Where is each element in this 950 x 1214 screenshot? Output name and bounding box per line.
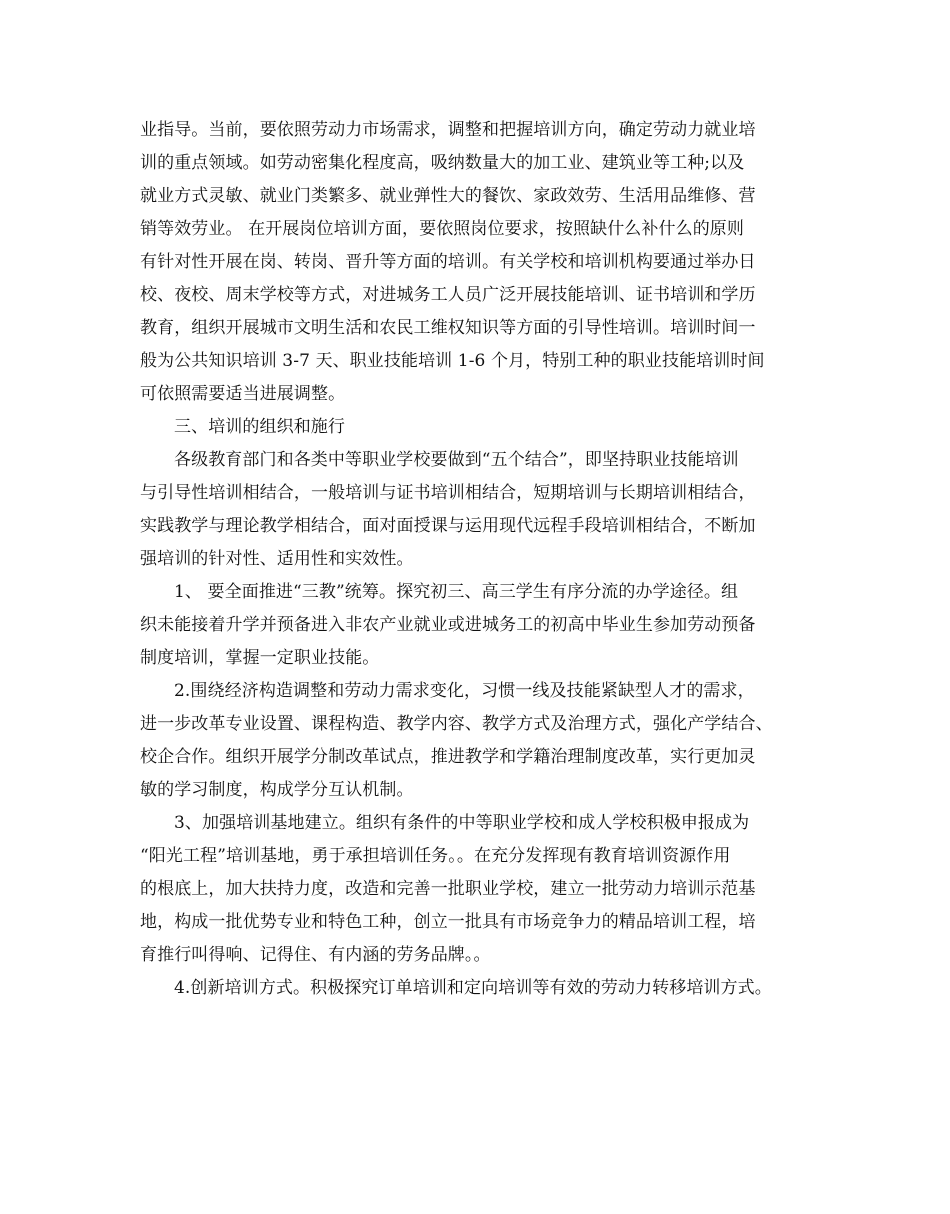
document-body bbox=[140, 114, 825, 1005]
text-line: 般为公共知识培训 3-7 天、职业技能培训 1-6 个月，特别工种的职业技能培训时间 bbox=[140, 351, 765, 371]
text-line: 就业方式灵敏、就业门类繁多、就业弹性大的餐饮、家政效劳、生活用品维修、营 bbox=[140, 186, 756, 206]
text-line: 销等效劳业。 在开展岗位培训方面，要依照岗位要求，按照缺什么补什么的原则 bbox=[140, 219, 745, 239]
text-line: 校、夜校、周末学校等方式，对进城务工人员广泛开展技能培训、证书培训和学历 bbox=[140, 285, 756, 305]
text-line: 实践教学与理论教学相结合，面对面授课与运用现代远程手段培训相结合，不断加 bbox=[140, 516, 756, 536]
section-heading: 三、培训的组织和施行 bbox=[174, 417, 345, 437]
text-line: 织未能接着升学并预备进入非农产业就业或进城务工的初高中毕业生参加劳动预备 bbox=[140, 615, 756, 635]
text-line: 敏的学习制度，构成学分互认机制。 bbox=[140, 780, 414, 800]
text-line: 地，构成一批优势专业和特色工种，创立一批具有市场竞争力的精品培训工程，培 bbox=[140, 912, 756, 932]
text-line: “阳光工程”培训基地，勇于承担培训任务。。在充分发挥现有教育培训资源作用 bbox=[140, 846, 731, 866]
paragraph-start-line: 2.围绕经济构造调整和劳动力需求变化，习惯一线及技能紧缺型人才的需求， bbox=[174, 681, 755, 701]
text-line: 业指导。当前，要依照劳动力市场需求，调整和把握培训方向，确定劳动力就业培 bbox=[140, 120, 756, 140]
text-line: 的根底上，加大扶持力度，改造和完善一批职业学校，建立一批劳动力培训示范基 bbox=[140, 879, 756, 899]
text-line: 可依照需要适当进展调整。 bbox=[140, 384, 346, 404]
paragraph-start-line: 3、加强培训基地建立。组织有条件的中等职业学校和成人学校积极申报成为 bbox=[174, 813, 750, 833]
text-line: 强培训的针对性、适用性和实效性。 bbox=[140, 549, 414, 569]
text-line: 与引导性培训相结合，一般培训与证书培训相结合，短期培训与长期培训相结合， bbox=[140, 483, 756, 503]
paragraph-start-line: 各级教育部门和各类中等职业学校要做到“五个结合”，即坚持职业技能培训 bbox=[174, 450, 739, 470]
paragraph-start-line: 4.创新培训方式。积极探究订单培训和定向培训等有效的劳动力转移培训方式。 bbox=[174, 978, 772, 998]
text-line: 育推行叫得响、记得住、有内涵的劳务品牌。。 bbox=[140, 945, 491, 965]
text-line: 教育，组织开展城市文明生活和农民工维权知识等方面的引导性培训。培训时间一 bbox=[140, 318, 756, 338]
text-line: 训的重点领域。如劳动密集化程度高，吸纳数量大的加工业、建筑业等工种;以及 bbox=[140, 153, 745, 173]
text-line: 进一步改革专业设置、课程构造、教学内容、教学方式及治理方式，强化产学结合、 bbox=[140, 714, 773, 734]
text-line: 校企合作。组织开展学分制改革试点，推进教学和学籍治理制度改革，实行更加灵 bbox=[140, 747, 756, 767]
text-line: 有针对性开展在岗、转岗、晋升等方面的培训。有关学校和培训机构要通过举办日 bbox=[140, 252, 756, 272]
text-line: 制度培训，掌握一定职业技能。 bbox=[140, 648, 380, 668]
paragraph-start-line: 1、 要全面推进“三教”统筹。探究初三、高三学生有序分流的办学途径。组 bbox=[174, 582, 739, 602]
